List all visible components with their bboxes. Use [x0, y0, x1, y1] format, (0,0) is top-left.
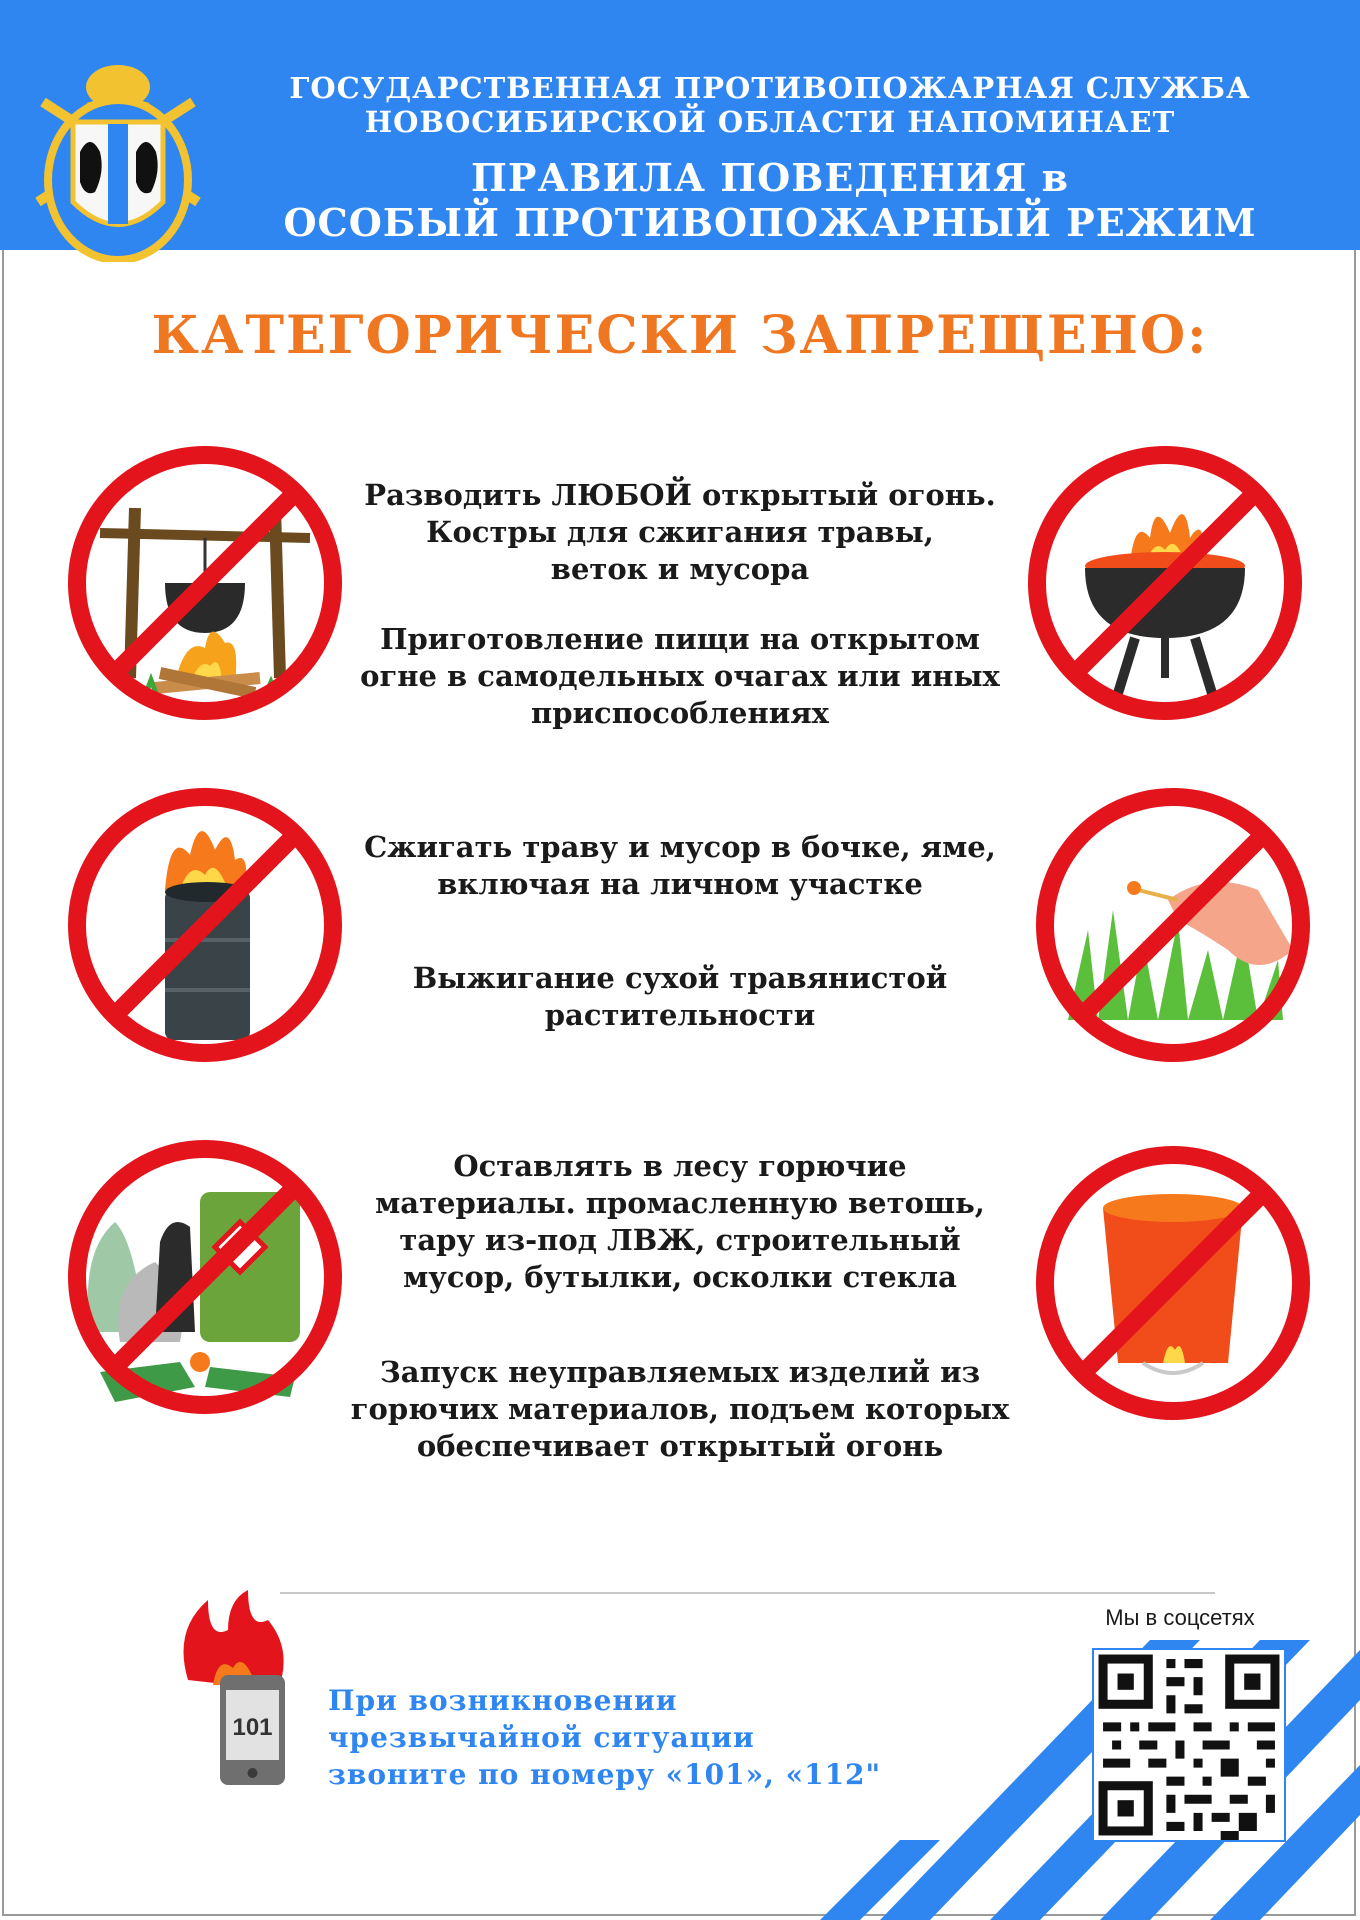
rule-text-burning-barrel: Сжигать траву и мусор в бочке, яме, включая на личном участке	[364, 830, 996, 901]
fire-service-emblem-icon	[28, 62, 208, 262]
social-label: Мы в соцсетях	[1105, 1605, 1255, 1630]
footer-divider	[280, 1592, 1215, 1594]
phone-number-on-icon: 101	[232, 1714, 273, 1741]
hand-match-grass-icon	[1028, 780, 1318, 1070]
emergency-line-3: звоните по номеру «101», «112"	[328, 1758, 882, 1791]
rule-text-cooking: Приготовление пищи на открытом огне в самодельных очагах или иных приспособлениях	[360, 622, 1000, 730]
qr-code-icon	[1094, 1650, 1284, 1840]
campfire-icon	[60, 438, 350, 728]
header-agency-line: ГОСУДАРСТВЕННАЯ ПРОТИВОПОЖАРНАЯ СЛУЖБА	[289, 71, 1251, 105]
emergency-line-2: чрезвычайной ситуации	[328, 1721, 755, 1754]
sky-lantern-icon	[1028, 1138, 1318, 1428]
rule-text-sky-lanterns: Запуск неуправляемых изделий из горючих материалов, подъем которых обеспечивает открытый огонь	[350, 1355, 1010, 1463]
forbidden-title: КАТЕГОРИЧЕСКИ ЗАПРЕЩЕНО:	[151, 305, 1209, 366]
rule-text-dry-grass: Выжигание сухой травянистой растительности	[412, 961, 948, 1032]
emergency-call-notice	[328, 1682, 1028, 1793]
qr-code-link[interactable]	[1092, 1648, 1286, 1842]
header-rules-line: ПРАВИЛА ПОВЕДЕНИЯ в	[471, 155, 1069, 200]
header-regime-line: ОСОБЫЙ ПРОТИВОПОЖАРНЫЙ РЕЖИМ	[283, 200, 1257, 245]
grill-icon	[1020, 438, 1310, 728]
burning-barrel-icon	[60, 780, 350, 1070]
rule-text-forest-litter: Оставлять в лесу горючие материалы. промасленную ветошь, тару из-под ЛВЖ, строительный мусор, бутылки, осколки стекла	[375, 1149, 985, 1294]
header-banner	[0, 0, 1360, 250]
litter-jerrycan-bottles-icon	[60, 1132, 350, 1422]
emergency-line-1: При возникновении	[328, 1684, 678, 1717]
header-region-line: НОВОСИБИРСКОЙ ОБЛАСТИ НАПОМИНАЕТ	[364, 105, 1176, 139]
rule-text-open-fire: Разводить ЛЮБОЙ открытый огонь. Костры для сжигания травы, веток и мусора	[364, 478, 996, 586]
phone-fire-icon	[168, 1590, 298, 1800]
